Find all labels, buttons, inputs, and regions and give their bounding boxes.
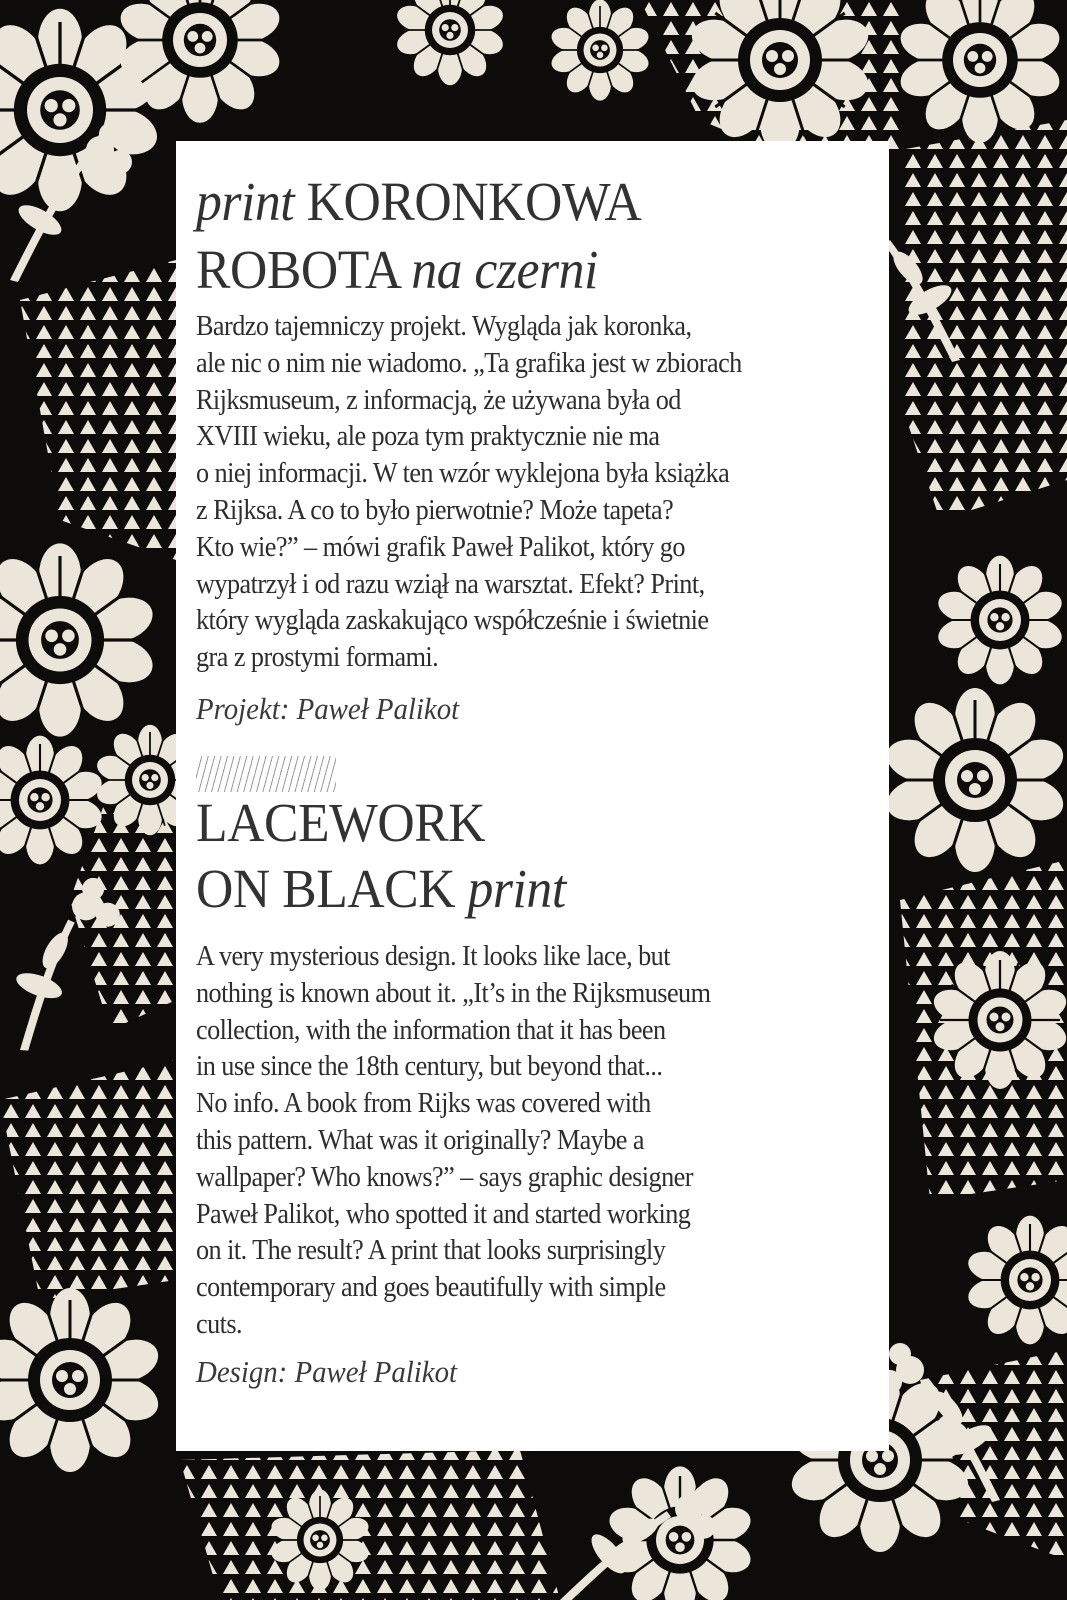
polish-body-line: gra z prostymi formami.	[196, 642, 439, 674]
english-body-line: A very mysterious design. It looks like lace, but	[196, 941, 670, 972]
text-panel	[176, 141, 889, 1451]
polish-body-line: z Rijksa. A co to było pierwotnie? Może tapeta?	[196, 494, 674, 526]
english-body-line: this pattern. What was it originally? Maybe a	[196, 1124, 644, 1156]
english-title-roman-1: LACEWORK	[196, 792, 486, 853]
polish-title-roman-1: KORONKOWA	[306, 171, 642, 232]
english-body-text	[196, 939, 840, 1344]
polish-body-line: ale nic o nim nie wiadomo. „Ta grafika jest w zbiorach	[196, 347, 742, 379]
english-title-italic-2: print	[467, 858, 566, 919]
english-body-line: wallpaper? Who knows?” – says graphic designer	[196, 1161, 693, 1193]
polish-body-line: Bardzo tajemniczy projekt. Wygląda jak koronka,	[196, 311, 692, 342]
english-design-credit: Design: Paweł Palikot	[196, 1354, 458, 1389]
polish-title-line-1	[196, 168, 641, 236]
polish-title-italic-2: na czerni	[411, 239, 598, 300]
polish-title-line-2	[196, 236, 598, 304]
english-body-line: cuts.	[196, 1308, 243, 1340]
english-body-line: on it. The result? A print that looks surprisingly	[196, 1235, 666, 1267]
polish-title-italic-1: print	[196, 171, 295, 232]
english-body-line: contemporary and goes beautifully with simple	[196, 1272, 666, 1304]
polish-design-credit: Projekt: Paweł Palikot	[196, 691, 460, 726]
english-title-roman-2: ON BLACK	[196, 858, 456, 919]
english-body-line: in use since the 18th century, but beyond that...	[196, 1051, 663, 1083]
polish-body-text	[196, 309, 840, 677]
english-title-line-2	[196, 855, 566, 923]
polish-title-roman-2: ROBOTA	[196, 239, 399, 300]
english-body-line: collection, with the information that it has been	[196, 1014, 666, 1046]
polish-body-line: który wygląda zaskakująco współcześnie i świetnie	[196, 605, 709, 637]
english-title-line-1	[196, 789, 485, 857]
english-body-line: No info. A book from Rijks was covered with	[196, 1088, 651, 1120]
polish-body-line: wypatrzył i od razu wziął na warsztat. Efekt? Print,	[196, 568, 705, 600]
english-body-line: nothing is known about it. „It’s in the Rijksmuseum	[196, 977, 711, 1009]
polish-body-line: XVIII wieku, ale poza tym praktycznie nie ma	[196, 421, 660, 453]
hatched-divider	[196, 756, 336, 792]
english-body-line: Paweł Palikot, who spotted it and started working	[196, 1198, 691, 1230]
polish-body-line: Kto wie?” – mówi grafik Paweł Palikot, który go	[196, 531, 685, 563]
polish-body-line: o niej informacji. W ten wzór wyklejona była książka	[196, 458, 730, 490]
polish-body-line: Rijksmuseum, z informacją, że używana była od	[196, 384, 681, 416]
